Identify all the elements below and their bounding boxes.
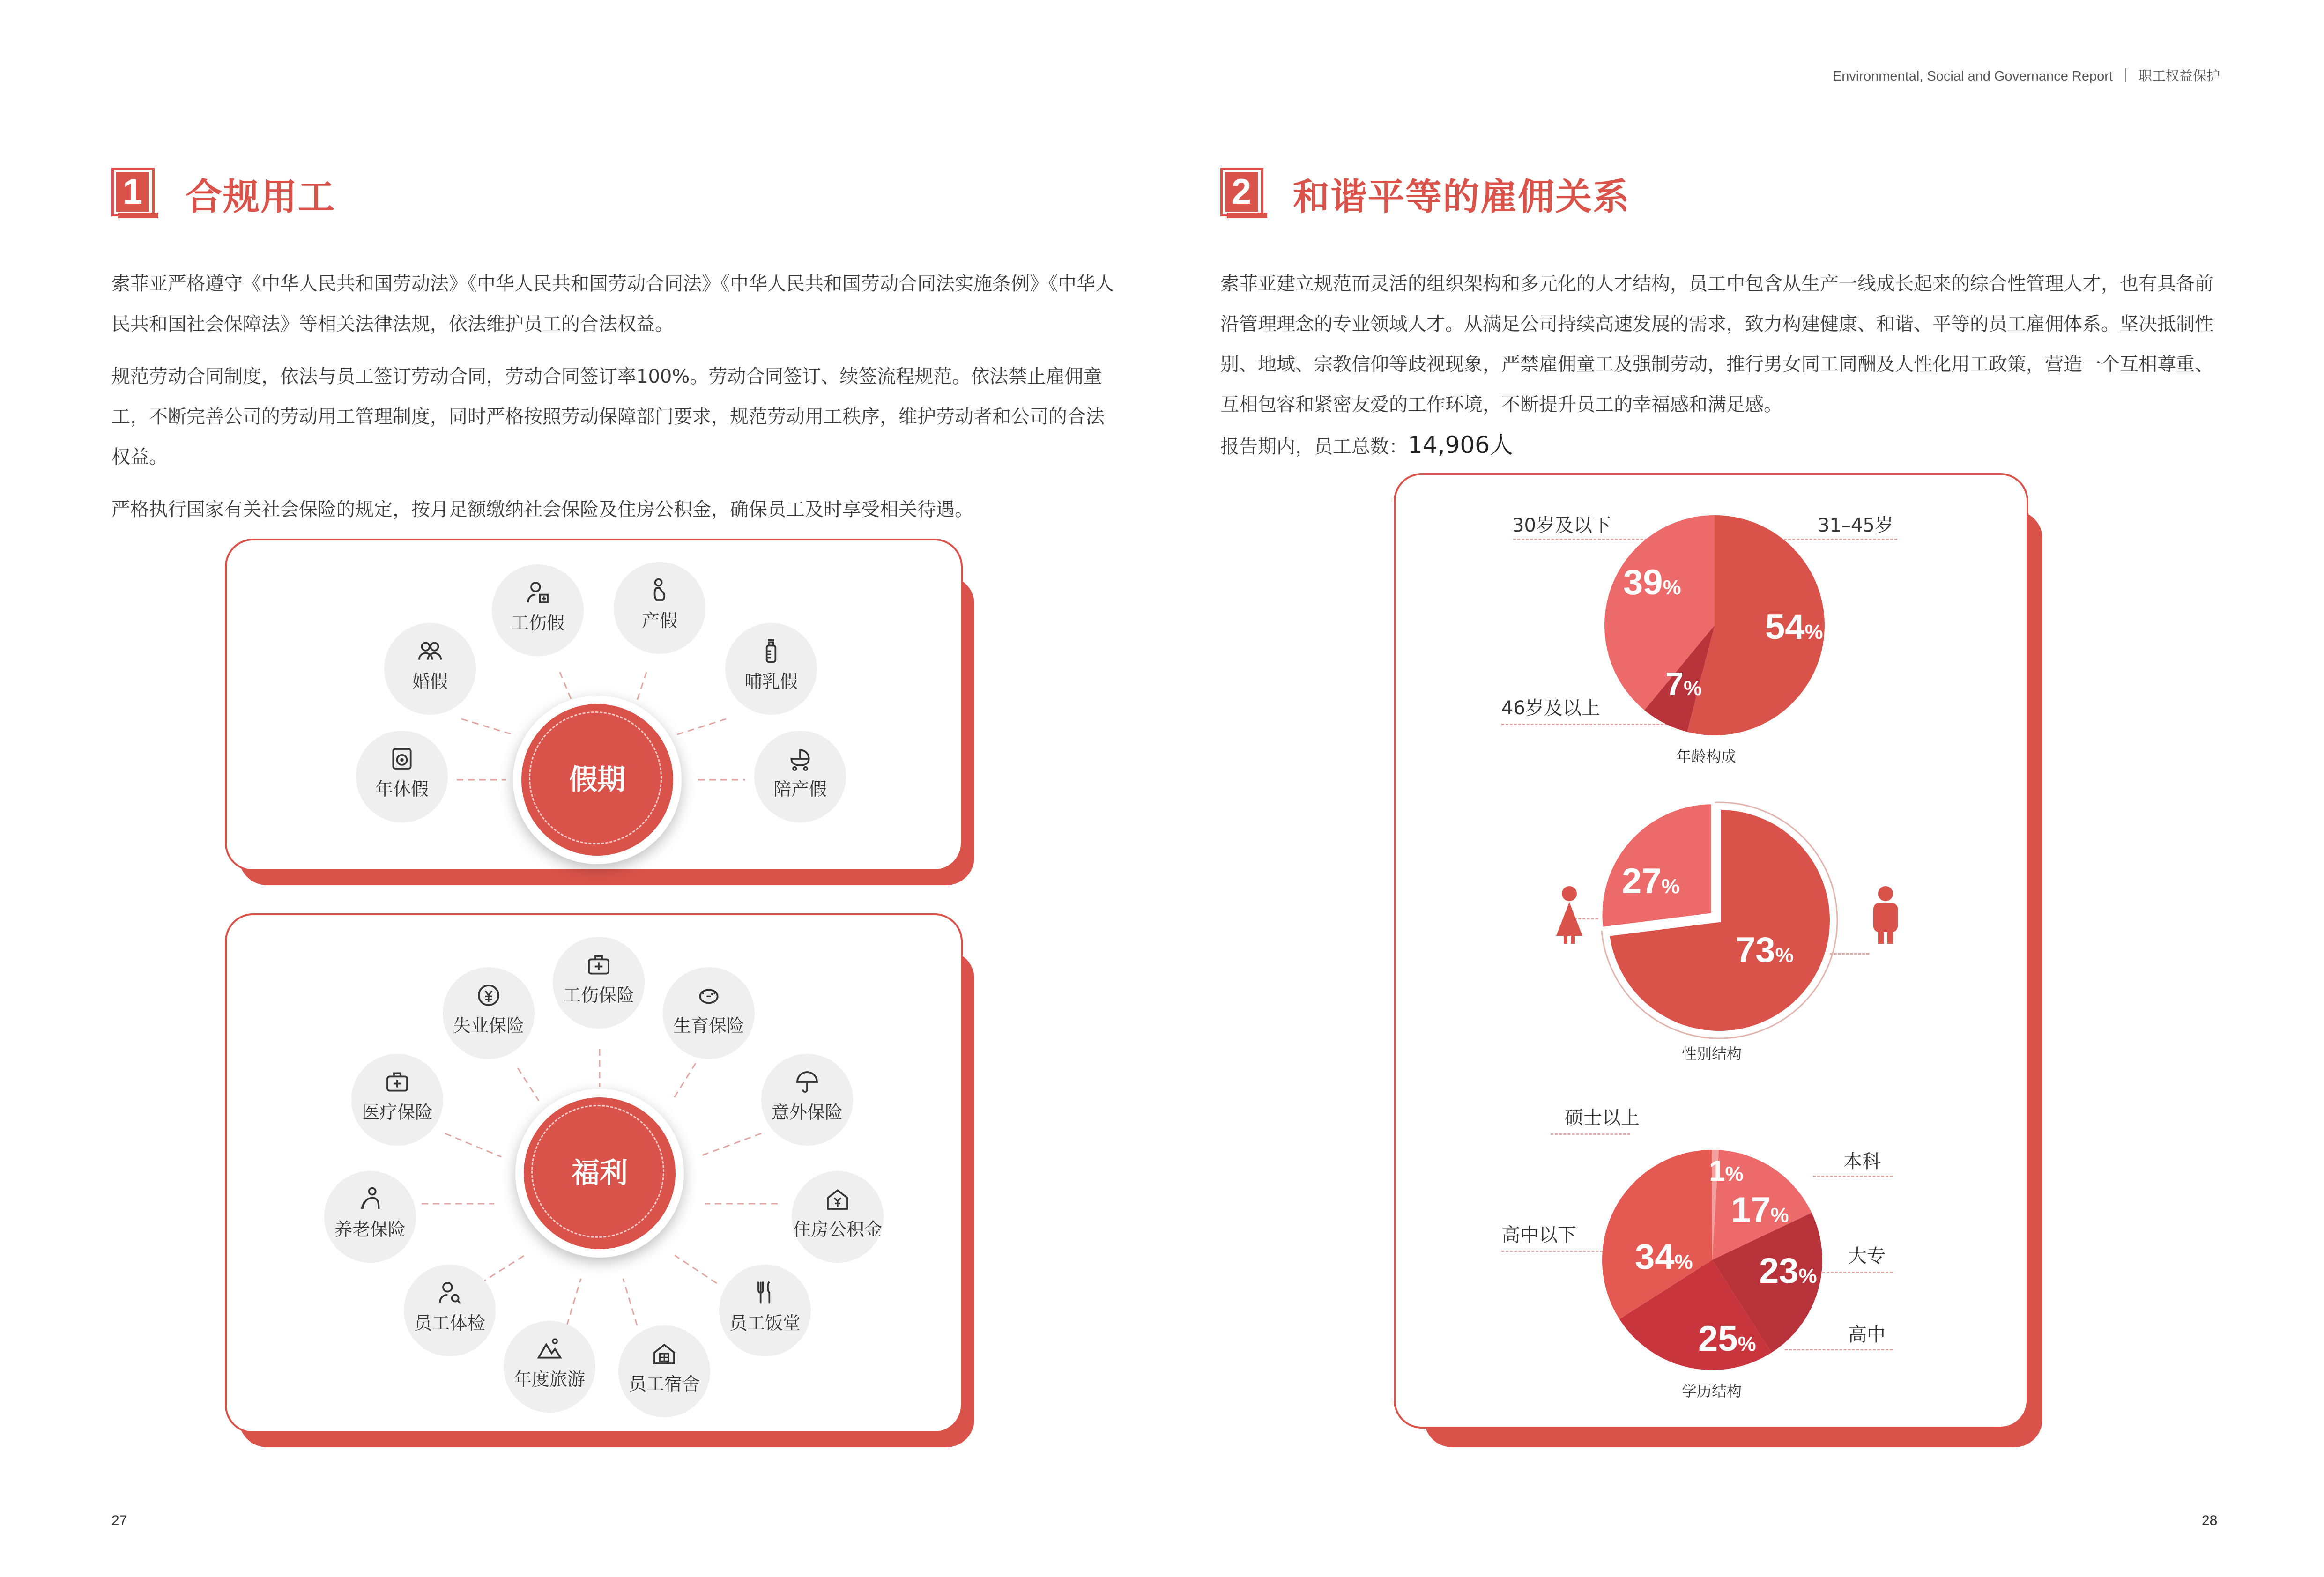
edu-label-highschool: 高中 xyxy=(1848,1324,1886,1346)
male-icon xyxy=(1867,885,1904,946)
edu-pct-bachelor: 17% xyxy=(1731,1190,1789,1230)
age-pct-young: 39% xyxy=(1623,563,1681,602)
gender-pct-female: 27% xyxy=(1622,861,1680,901)
welfare-item-canteen: 员工饭堂 xyxy=(719,1265,811,1356)
house-yen-icon xyxy=(824,1186,851,1212)
welfare-item-medical: 医疗保险 xyxy=(351,1054,443,1146)
briefcase-cross-icon xyxy=(384,1069,410,1095)
bottle-icon xyxy=(758,638,784,664)
employee-total-value: 14,906人 xyxy=(1408,431,1513,459)
age-label-mid: 31–45岁 xyxy=(1818,515,1893,536)
welfare-item-pension: 养老保险 xyxy=(324,1171,416,1263)
leader-edu-college xyxy=(1822,1272,1893,1273)
employee-total-label: 报告期内，员工总数： xyxy=(1220,436,1408,458)
section-1-title: 合规用工 xyxy=(186,176,336,218)
leave-item-nursing: 哺乳假 xyxy=(725,623,817,715)
medkit-icon xyxy=(586,952,612,978)
section-1-number-badge: 1 xyxy=(111,168,158,220)
report-name: Environmental, Social and Governance Report xyxy=(1832,69,2113,84)
edu-pct-belowhs: 34% xyxy=(1635,1237,1693,1277)
age-label-old: 46岁及以上 xyxy=(1501,697,1600,719)
paragraph-insurance: 严格执行国家有关社会保险的规定，按月足额缴纳社会保险及住房公积金，确保员工及时享受相关待遇。 xyxy=(111,499,973,520)
section-2-title: 和谐平等的雇佣关系 xyxy=(1293,176,1631,218)
gender-chart-title: 性别结构 xyxy=(1682,1045,1742,1063)
coins-icon xyxy=(475,982,502,1008)
leave-hub xyxy=(513,696,682,864)
washer-icon xyxy=(389,746,415,772)
section-1-body xyxy=(111,264,1119,542)
cutlery-icon xyxy=(752,1280,778,1306)
gender-pct-male: 73% xyxy=(1736,930,1794,970)
employee-total xyxy=(1220,425,2223,467)
age-pct-old: 7% xyxy=(1665,666,1702,702)
paragraph-employment: 索菲亚建立规范而灵活的组织架构和多元化的人才结构，员工中包含从生产一线成长起来的综合性管理人才，也有具备前沿管理理念的专业领域人才。从满足公司持续高速发展的需求，致力构建健康、和谐、平等的员工雇佣体系。坚决抵制性别、地域、宗教信仰等歧视现象，严禁雇佣童工及强制劳动，推行男女同工同酬及人性化用工政策，营造一个互相尊重、互相包容和紧密友爱的工作环境，不断提升员工的幸福感和满足感。 xyxy=(1220,273,2213,415)
leave-item-marriage: 婚假 xyxy=(384,623,476,715)
welfare-item-unemployment: 失业保险 xyxy=(443,967,535,1059)
leader-edu-belowhs xyxy=(1501,1251,1611,1252)
injury-icon xyxy=(525,579,551,606)
mountain-icon xyxy=(536,1336,563,1362)
welfare-item-injury-insurance: 工伤保险 xyxy=(553,937,645,1029)
age-pct-mid: 54% xyxy=(1765,607,1823,647)
couple-icon xyxy=(417,638,443,664)
welfare-item-dorm: 员工宿舍 xyxy=(618,1325,710,1417)
welfare-hub-label: 福利 xyxy=(572,1157,628,1190)
leave-item-annual: 年休假 xyxy=(356,731,448,822)
edu-pct-master: 1% xyxy=(1709,1155,1744,1187)
edu-pct-highschool: 25% xyxy=(1698,1319,1756,1359)
welfare-item-checkup: 员工体检 xyxy=(404,1265,496,1356)
stroller-icon xyxy=(787,746,813,772)
female-icon xyxy=(1551,885,1588,946)
education-chart-title: 学历结构 xyxy=(1682,1382,1742,1400)
page-number-left: 27 xyxy=(111,1513,127,1528)
section-name: 职工权益保护 xyxy=(2138,69,2220,84)
leave-item-paternity: 陪产假 xyxy=(754,731,846,822)
running-header xyxy=(1833,66,2220,85)
leave-item-maternity: 产假 xyxy=(614,562,705,654)
section-2-number-badge: 2 xyxy=(1220,168,1267,220)
leave-item-injury: 工伤假 xyxy=(492,564,584,656)
piggy-icon xyxy=(696,982,722,1008)
dorm-icon xyxy=(651,1340,677,1367)
age-chart-title: 年龄构成 xyxy=(1676,748,1737,765)
page-number-right: 28 xyxy=(2202,1513,2218,1528)
header-divider xyxy=(2125,68,2126,82)
welfare-item-housing-fund: 住房公积金 xyxy=(792,1171,884,1263)
edu-label-bachelor: 本科 xyxy=(1843,1151,1881,1172)
edu-pct-college: 23% xyxy=(1759,1251,1817,1291)
checkup-icon xyxy=(437,1280,463,1306)
umbrella-icon xyxy=(794,1069,820,1095)
welfare-item-accident: 意外保险 xyxy=(761,1054,853,1146)
section-2-body xyxy=(1220,264,2223,467)
paragraph-contracts: 规范劳动合同制度，依法与员工签订劳动合同，劳动合同签订率100%。劳动合同签订、续签流程规范。依法禁止雇佣童工，不断完善公司的劳动用工管理制度，同时严格按照劳动保障部门要求，规范劳动用工秩序，维护劳动者和公司的合法权益。 xyxy=(111,366,1105,468)
welfare-item-travel: 年度旅游 xyxy=(504,1321,595,1413)
leave-hub-label: 假期 xyxy=(569,763,625,796)
welfare-hub xyxy=(515,1089,684,1258)
paragraph-laws: 索菲亚严格遵守《中华人民共和国劳动法》《中华人民共和国劳动合同法》《中华人民共和国劳动合同法实施条例》《中华人民共和国社会保障法》等相关法律法规，依法维护员工的合法权益。 xyxy=(111,273,1114,335)
gender-pie-chart xyxy=(1590,796,1843,1040)
edu-label-master: 硕士以上 xyxy=(1565,1107,1640,1129)
age-label-young: 30岁及以下 xyxy=(1512,515,1611,536)
edu-label-belowhs: 高中以下 xyxy=(1501,1224,1576,1246)
pregnant-icon xyxy=(646,577,673,603)
edu-label-college: 大专 xyxy=(1848,1245,1886,1267)
elder-icon xyxy=(357,1186,383,1212)
welfare-item-maternity-insurance: 生育保险 xyxy=(663,967,755,1059)
